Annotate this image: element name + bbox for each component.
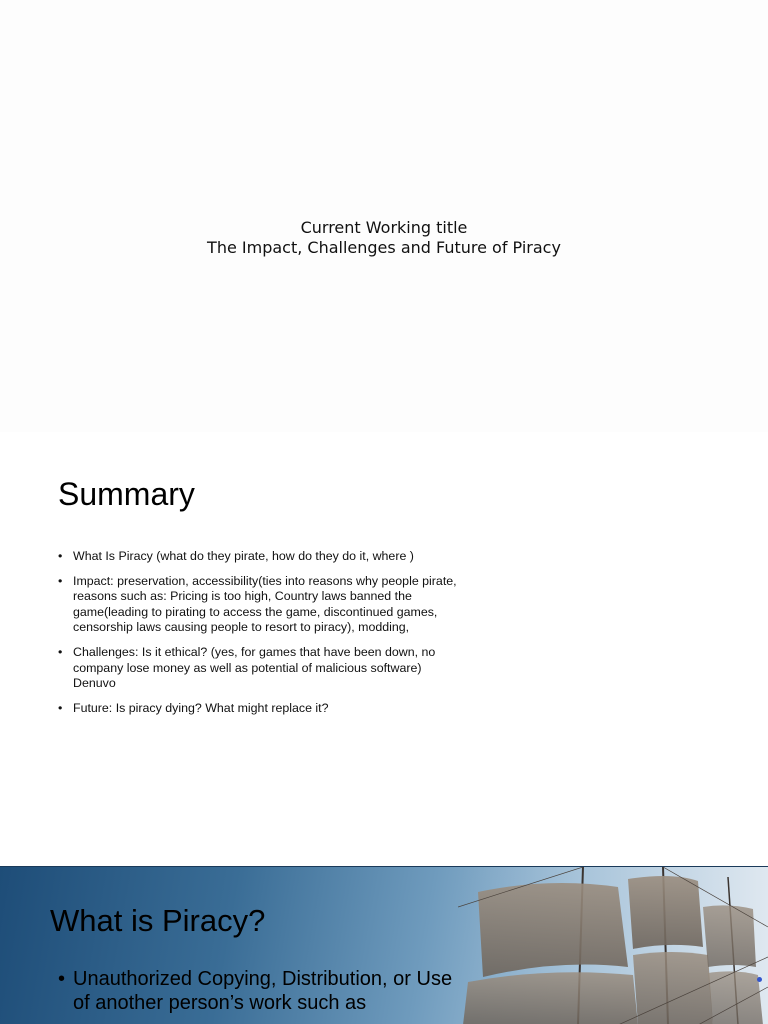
bullet-icon: • [58,968,66,990]
summary-bullet-text: Impact: preservation, accessibility(ties into reasons why people pirate, reasons such as: Pricing is too high, Country laws banned the game(leading to pirating to access the game, discontinued games, censorship laws causing people to resort to piracy), modding, [73,573,457,635]
piracy-heading: What is Piracy? [50,903,266,938]
summary-bullet-2 [58,574,458,636]
bullet-icon: • [58,700,63,715]
bullet-icon: • [58,644,63,659]
summary-bullet-list [58,549,458,725]
summary-bullet-text: Challenges: Is it ethical? (yes, for games that have been down, no company lose money as well as potential of malicious software) Denuvo [73,644,436,691]
piracy-bullet-1 [58,967,458,1015]
title-block [0,218,768,258]
summary-bullet-text: What Is Piracy (what do they pirate, how do they do it, where ) [73,549,414,563]
summary-heading: Summary [58,476,195,512]
sailing-ship-image [458,867,768,1024]
title-slide [0,0,768,432]
summary-bullet-4 [58,701,458,717]
summary-bullet-3 [58,645,458,692]
summary-bullet-1 [58,549,458,565]
bullet-icon: • [58,573,63,588]
presentation-title: The Impact, Challenges and Future of Piracy [207,238,561,257]
piracy-bullet-text: Unauthorized Copying, Distribution, or Use of another person’s work such as [73,968,453,1014]
working-title-label: Current Working title [300,218,468,237]
piracy-bullet-list [58,967,458,1015]
summary-bullet-text: Future: Is piracy dying? What might replace it? [73,700,329,715]
what-is-piracy-slide [0,866,768,1024]
bullet-icon: • [58,549,63,563]
slide-marker-dot [757,977,762,982]
summary-slide [0,432,768,866]
